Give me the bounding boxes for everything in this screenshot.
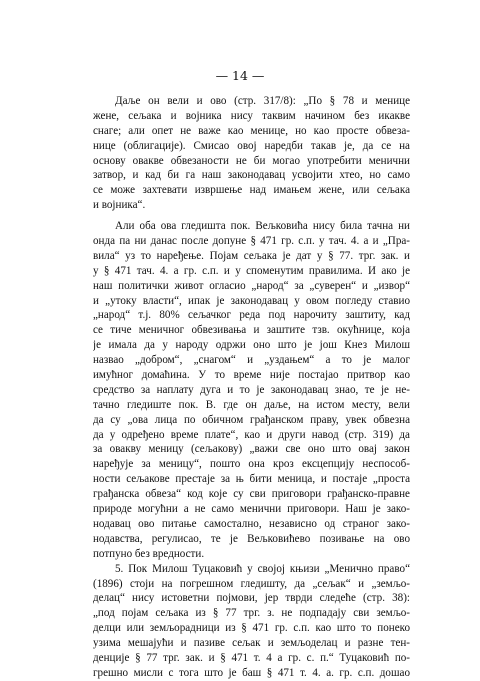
text-line: и „утоку власти“, ипак је законодавац у овом погледу ставио bbox=[93, 294, 410, 307]
text-line: нице (облигације). Смисао овој наредби такав је, да се на bbox=[93, 139, 410, 152]
text-line: Даље он вели и ово (стр. 317/8): „По § 78 и менице bbox=[115, 95, 410, 107]
text-line: се може захтевати извршење над имањем жене, или сељака bbox=[93, 184, 410, 197]
text-line: (1896) стоји на погрешном гледишту, да „сељак“ и „земљо- bbox=[93, 577, 410, 590]
text-line: нодавства, регулисао, те је Вељковићево позивање на ово bbox=[93, 532, 410, 545]
paragraph bbox=[93, 562, 410, 681]
text-line: средство за наплату дуга и то је законодавац знао, те је не- bbox=[93, 383, 410, 396]
text-line: нодавац ово питање самостално, независно од страног зако- bbox=[93, 517, 410, 530]
body-text bbox=[93, 94, 410, 681]
text-line: снаге; али опет не важе као менице, но као просте обвеза- bbox=[93, 124, 410, 137]
paragraph bbox=[93, 219, 410, 561]
text-line: имућног домаћина. У то време није постајао притвор као bbox=[93, 369, 410, 382]
text-line: за овакву меницу (сељакову) „важи све оно што овај закон bbox=[93, 443, 410, 456]
text-line: у § 471 тач. 4. а гр. с.п. и у споменутим правилима. И ако је bbox=[93, 264, 410, 277]
page-number: — 14 — bbox=[215, 68, 265, 83]
text-line: наређује за меницу“, пошто она кроз ексцепцију неспособ- bbox=[93, 458, 410, 471]
text-line: наш политички живот огласио „народ“ за „суверен“ и „извор“ bbox=[93, 279, 410, 292]
text-line: да у одређено време плате“, као и други навод (стр. 319) да bbox=[93, 428, 410, 441]
text-line: вила“ уз то наређење. Појам сељака је дат у § 77. трг. зак. и bbox=[93, 249, 410, 262]
text-line: узима мешајући и пазиве сељак и земљоделац и разне тен- bbox=[93, 637, 410, 650]
text-line: „под појам сељака из § 77 трг. з. не подпадају сви земљо- bbox=[93, 607, 410, 620]
text-line: тачно гледиште пок. В. где он даље, на истом месту, вели bbox=[93, 398, 410, 411]
text-line: жене, сељака и војника нису таквим начином без икакве bbox=[93, 109, 410, 122]
text-line: „народ“ т.ј. 80% сељачког реда под нарочиту заштиту, кад bbox=[93, 309, 410, 322]
text-line: и војника“. bbox=[93, 199, 146, 212]
text-line: да су „ова лица по обичном грађанском праву, увек обвезна bbox=[93, 413, 410, 426]
paragraph bbox=[93, 94, 410, 213]
text-line: Али оба ова гледишта пок. Вељковића нису била тачна ни bbox=[115, 220, 410, 233]
text-line: грађанска обвеза“ код које су сви приговори грађанско-правне bbox=[93, 488, 410, 501]
text-line: ности сељакове престаје за њ бити меница, и постаје „проста bbox=[93, 473, 410, 486]
text-line: денције § 77 трг. зак. и § 471 т. 4 а гр. с. п.“ Туцаковић по- bbox=[93, 651, 410, 664]
text-line: назвао „добром“, „снагом“ и „уздањем“ а то је малог bbox=[93, 354, 410, 367]
text-line: потпуно без вредности. bbox=[93, 547, 205, 560]
text-line: грешно мисли с тога што је баш § 471 т. 4. а. гр. с.п. дошао bbox=[93, 666, 410, 679]
text-line: затвор, и кад би га наш законодавац усвојити хтео, но само bbox=[93, 169, 410, 182]
text-line: делац“ нису истоветни појмови, јер тврди следеће (стр. 38): bbox=[93, 592, 410, 605]
text-line: основу овакве обвезаности не би могао употребити менични bbox=[93, 154, 410, 167]
text-line: делци или земљорадници из § 471 гр. с.п. као што то понеко bbox=[93, 622, 410, 635]
text-line: 5. Пок Милош Туцаковић у својој књизи „Менично право“ bbox=[115, 562, 410, 575]
text-line: онда па ни данас после допуне § 471 гр. с.п. у тач. 4. а и „Пра- bbox=[93, 235, 410, 248]
text-line: се тиче меничног обвезивања и заштите тзв. окућнице, која bbox=[93, 324, 410, 337]
text-line: је имала да у народу одржи оно што је још Кнез Милош bbox=[93, 339, 410, 352]
text-line: природе могућни а не само менични приговори. Наш је зако- bbox=[93, 503, 410, 516]
